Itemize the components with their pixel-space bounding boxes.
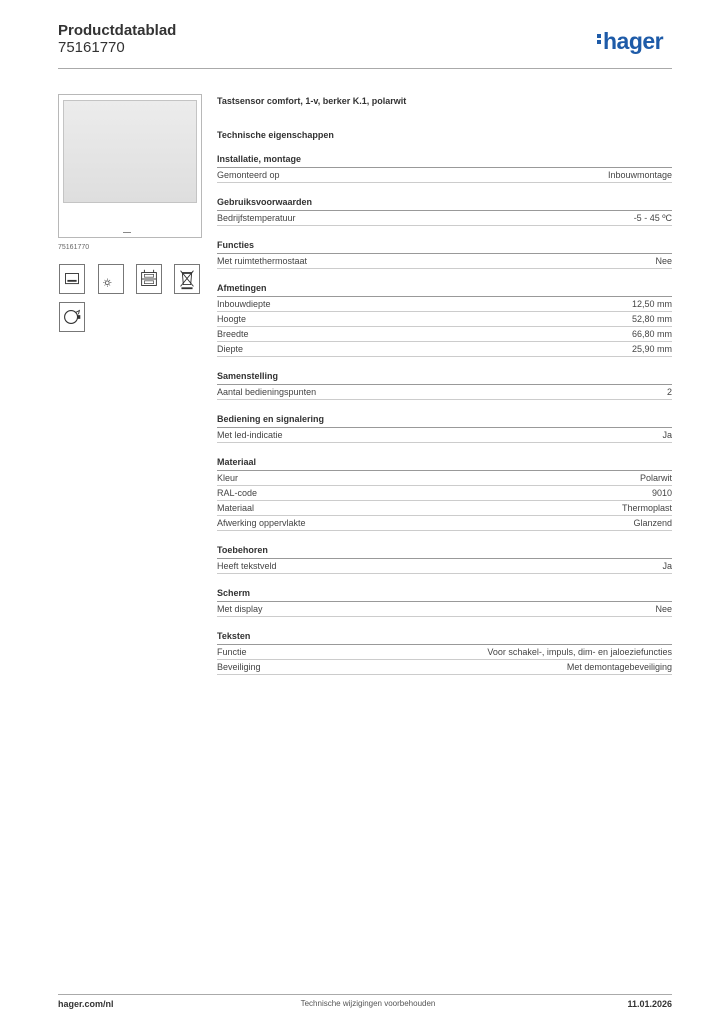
datasheet-content	[217, 96, 672, 675]
property-label: Afwerking oppervlakte	[217, 518, 306, 528]
article-number: 75161770	[58, 39, 125, 56]
property-value: Met demontagebeveiliging	[566, 662, 672, 672]
section-heading: Technische eigenschappen	[217, 130, 334, 140]
property-label: Beveiliging	[217, 662, 261, 672]
property-label: Materiaal	[217, 503, 255, 513]
property-value: Glanzend	[633, 518, 672, 528]
property-group	[217, 240, 672, 269]
footer-date: 11.01.2026	[627, 999, 672, 1009]
property-row	[217, 501, 672, 516]
group-title: Samenstelling	[217, 371, 672, 385]
property-group	[217, 545, 672, 574]
group-title: Scherm	[217, 588, 672, 602]
property-label: Met display	[217, 604, 263, 614]
group-title: Installatie, montage	[217, 154, 672, 168]
switch-led	[123, 232, 131, 233]
property-row	[217, 516, 672, 531]
property-label: Aantal bedieningspunten	[217, 387, 317, 397]
property-row	[217, 559, 672, 574]
rotation-icon	[59, 302, 85, 332]
header-divider	[58, 68, 672, 69]
product-image	[58, 94, 202, 238]
property-row	[217, 471, 672, 486]
property-value: Ja	[662, 561, 672, 571]
property-value: 12,50 mm	[631, 299, 672, 309]
group-title: Bediening en signalering	[217, 414, 672, 428]
property-value: Voor schakel-, impuls, dim- en jaloeziefuncties	[487, 647, 672, 657]
property-group	[217, 371, 672, 400]
property-value: 25,90 mm	[631, 344, 672, 354]
property-groups	[217, 154, 672, 675]
image-caption: 75161770	[58, 244, 90, 251]
footer-disclaimer: Technische wijzigingen voorbehouden	[300, 999, 436, 1008]
property-value: Inbouwmontage	[607, 170, 672, 180]
property-row	[217, 385, 672, 400]
property-row	[217, 660, 672, 675]
group-title: Toebehoren	[217, 545, 672, 559]
property-value: Nee	[655, 604, 672, 614]
property-group	[217, 414, 672, 443]
property-row	[217, 312, 672, 327]
page-title: Productdatablad	[58, 22, 177, 39]
group-title: Afmetingen	[217, 283, 672, 297]
footer-website[interactable]: hager.com/nl	[58, 999, 114, 1009]
property-row	[217, 327, 672, 342]
property-row	[217, 645, 672, 660]
device-icon	[59, 264, 85, 294]
product-name: Tastsensor comfort, 1-v, berker K.1, polarwit	[217, 96, 407, 106]
property-group	[217, 283, 672, 357]
group-title: Teksten	[217, 631, 672, 645]
property-row	[217, 342, 672, 357]
property-value: 52,80 mm	[631, 314, 672, 324]
property-label: Gemonteerd op	[217, 170, 280, 180]
property-row	[217, 486, 672, 501]
property-label: Functie	[217, 647, 247, 657]
property-value: -5 - 45 ºC	[633, 213, 672, 223]
property-group	[217, 457, 672, 531]
property-label: Met ruimtethermostaat	[217, 256, 308, 266]
property-label: Diepte	[217, 344, 244, 354]
property-row	[217, 168, 672, 183]
property-label: RAL-code	[217, 488, 258, 498]
property-row	[217, 211, 672, 226]
logo-dots-icon	[597, 34, 602, 46]
group-title: Functies	[217, 240, 672, 254]
group-title: Materiaal	[217, 457, 672, 471]
footer-divider	[58, 994, 672, 995]
property-label: Met led-indicatie	[217, 430, 283, 440]
sun-sensor-icon	[98, 264, 124, 294]
property-row	[217, 297, 672, 312]
stacked-modules-icon	[136, 264, 162, 294]
group-title: Gebruiksvoorwaarden	[217, 197, 672, 211]
property-label: Inbouwdiepte	[217, 299, 271, 309]
weee-bin-icon	[174, 264, 200, 294]
property-value: Nee	[655, 256, 672, 266]
property-row	[217, 254, 672, 269]
switch-face	[63, 100, 197, 203]
property-value: 2	[666, 387, 672, 397]
property-group	[217, 154, 672, 183]
property-label: Breedte	[217, 329, 249, 339]
property-value: Ja	[662, 430, 672, 440]
property-row	[217, 428, 672, 443]
property-label: Kleur	[217, 473, 239, 483]
property-label: Bedrijfstemperatuur	[217, 213, 296, 223]
property-group	[217, 588, 672, 617]
property-value: 66,80 mm	[631, 329, 672, 339]
property-group	[217, 197, 672, 226]
hager-logo	[597, 28, 663, 54]
property-group	[217, 631, 672, 675]
property-label: Hoogte	[217, 314, 247, 324]
property-value: Thermoplast	[621, 503, 672, 513]
property-value: Polarwit	[639, 473, 672, 483]
property-label: Heeft tekstveld	[217, 561, 277, 571]
logo-text: hager	[603, 28, 664, 54]
property-value: 9010	[651, 488, 672, 498]
property-row	[217, 602, 672, 617]
